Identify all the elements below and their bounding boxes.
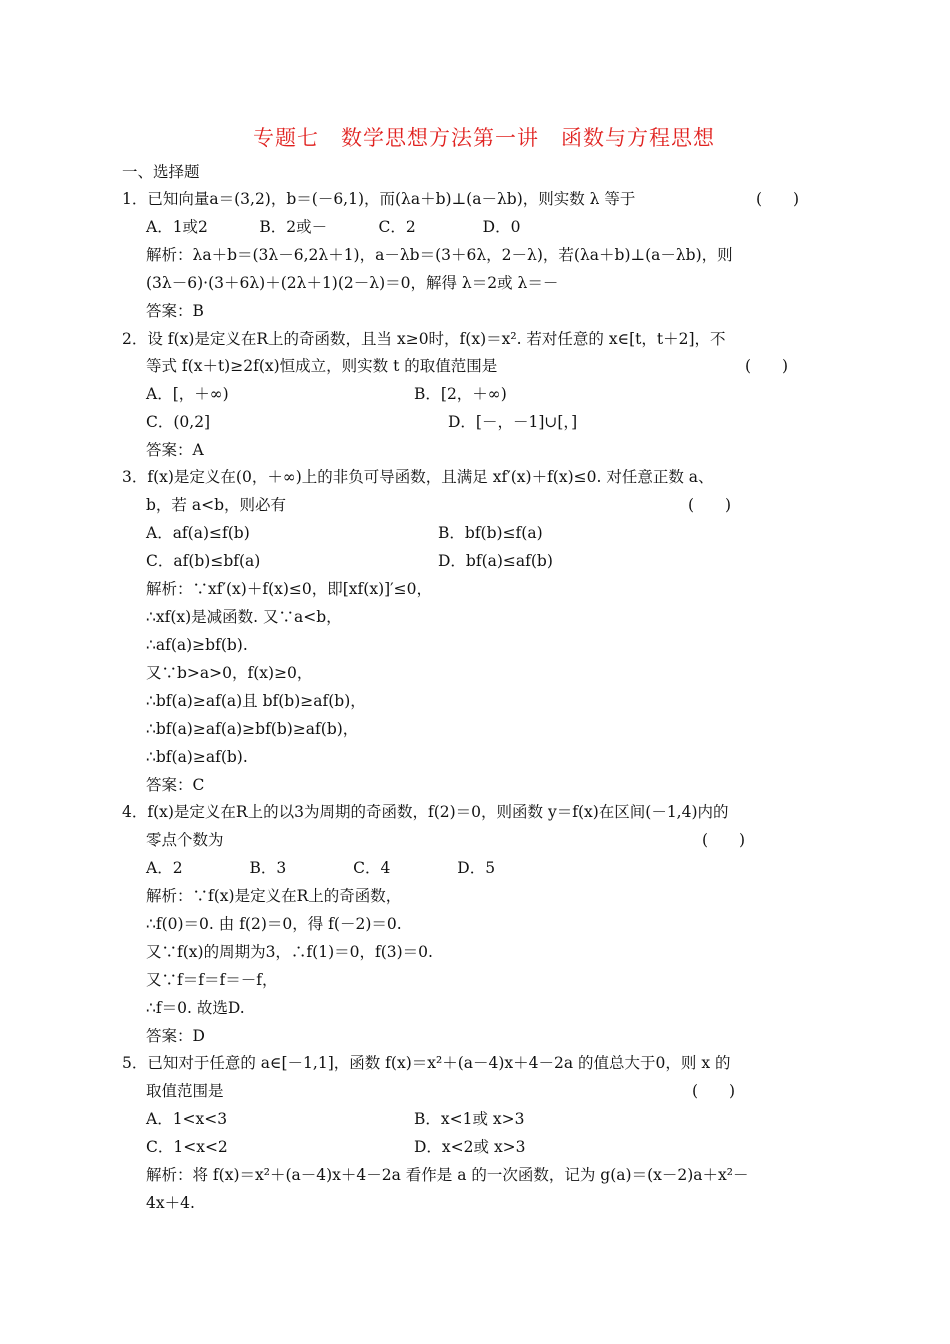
q3-stem-line2: b，若 a<b，则必有 xyxy=(146,496,286,514)
q4-stem-line2: 零点个数为 xyxy=(146,831,224,849)
page-title: 专题七 数学思想方法第一讲 函数与方程思想 xyxy=(253,126,715,150)
q2-stem-line2: 等式 f(x＋t)≥2f(x)恒成立，则实数 t 的取值范围是 xyxy=(146,357,498,375)
q5-answer-paren: ( ) xyxy=(692,1082,736,1100)
q4-analysis-line: ∴f＝0. 故选D. xyxy=(146,999,245,1017)
q3-analysis-line: ∴af(a)≥bf(b). xyxy=(146,636,248,654)
section-heading: 一、选择题 xyxy=(122,163,200,181)
q2-option-d: D．[－，－1]∪[，] xyxy=(448,413,578,431)
q5-analysis-line2: 4x＋4. xyxy=(146,1194,195,1212)
q4-analysis-line: 解析：∵f(x)是定义在R上的奇函数， xyxy=(146,887,402,905)
q4-analysis-line: 又∵f＝f＝f＝－f， xyxy=(146,971,278,989)
q4-options: A．2 B．3 C．4 D．5 xyxy=(146,859,496,877)
q3-analysis-line: ∴bf(a)≥af(b). xyxy=(146,748,248,766)
q2-option-a: A．[，＋∞) xyxy=(146,385,229,403)
q2-option-b: B．[2，＋∞) xyxy=(414,385,507,403)
q3-analysis-line: 解析：∵xf′(x)＋f(x)≤0，即[xf(x)]′≤0， xyxy=(146,580,433,598)
q3-option-b: B．bf(b)≤f(a) xyxy=(438,524,543,542)
q1-answer: 答案：B xyxy=(146,302,204,320)
q5-option-c: C．1<x<2 xyxy=(146,1138,228,1156)
q3-answer: 答案：C xyxy=(146,776,205,794)
q3-analysis-line: ∴bf(a)≥af(a)≥bf(b)≥af(b)， xyxy=(146,720,359,738)
q5-option-d: D．x<2或 x>3 xyxy=(414,1138,526,1156)
q3-option-c: C．af(b)≤bf(a) xyxy=(146,552,261,570)
q1-analysis-line2: (3λ－6)·(3＋6λ)＋(2λ＋1)(2－λ)＝0，解得 λ＝2或 λ＝－ xyxy=(146,274,559,292)
q5-option-a: A．1<x<3 xyxy=(146,1110,228,1128)
q1-answer-paren: ( ) xyxy=(756,190,800,208)
q3-answer-paren: ( ) xyxy=(688,496,732,514)
q5-stem-line2: 取值范围是 xyxy=(146,1082,224,1100)
q1-stem: 1．已知向量a＝(3,2)，b＝(－6,1)，而(λa＋b)⊥(a－λb)，则实数 λ 等于 xyxy=(122,190,636,208)
q4-analysis-line: 又∵f(x)的周期为3，∴f(1)＝0，f(3)＝0. xyxy=(146,943,433,961)
q1-options: A．1或2 B．2或－ C．2 D．0 xyxy=(146,218,521,236)
q3-option-a: A．af(a)≤f(b) xyxy=(146,524,250,542)
q2-option-c: C．(0,2] xyxy=(146,413,211,431)
q3-stem-line1: 3．f(x)是定义在(0，＋∞)上的非负可导函数，且满足 xf′(x)＋f(x)≤0. 对任意正数 a、 xyxy=(122,468,714,486)
q5-analysis-line1: 解析：将 f(x)＝x²＋(a－4)x＋4－2a 看作是 a 的一次函数，记为 g(a)＝(x－2)a＋x²－ xyxy=(146,1166,749,1184)
q5-stem-line1: 5．已知对于任意的 a∈[－1,1]，函数 f(x)＝x²＋(a－4)x＋4－2a 的值总大于0，则 x 的 xyxy=(122,1054,731,1072)
q2-answer-paren: ( ) xyxy=(745,357,789,375)
q4-answer: 答案：D xyxy=(146,1027,205,1045)
q2-stem-line1: 2．设 f(x)是定义在R上的奇函数，且当 x≥0时，f(x)＝x². 若对任意的 x∈[t，t＋2]，不 xyxy=(122,330,726,348)
q4-answer-paren: ( ) xyxy=(702,831,746,849)
q4-analysis-line: ∴f(0)＝0. 由 f(2)＝0，得 f(－2)＝0. xyxy=(146,915,402,933)
q3-option-d: D．bf(a)≤af(b) xyxy=(438,552,553,570)
q3-analysis-line: ∴bf(a)≥af(a)且 bf(b)≥af(b)， xyxy=(146,692,366,710)
q1-analysis-line1: 解析：λa＋b＝(3λ－6,2λ＋1)，a－λb＝(3＋6λ，2－λ)，若(λa＋b)⊥(a－λb)，则 xyxy=(146,246,733,264)
q2-answer: 答案：A xyxy=(146,441,204,459)
q5-option-b: B．x<1或 x>3 xyxy=(414,1110,525,1128)
q4-stem-line1: 4．f(x)是定义在R上的以3为周期的奇函数，f(2)＝0，则函数 y＝f(x)在区间(－1,4)内的 xyxy=(122,803,729,821)
q3-analysis-line: 又∵b>a>0，f(x)≥0， xyxy=(146,664,313,682)
q3-analysis-line: ∴xf(x)是减函数. 又∵a<b， xyxy=(146,608,342,626)
